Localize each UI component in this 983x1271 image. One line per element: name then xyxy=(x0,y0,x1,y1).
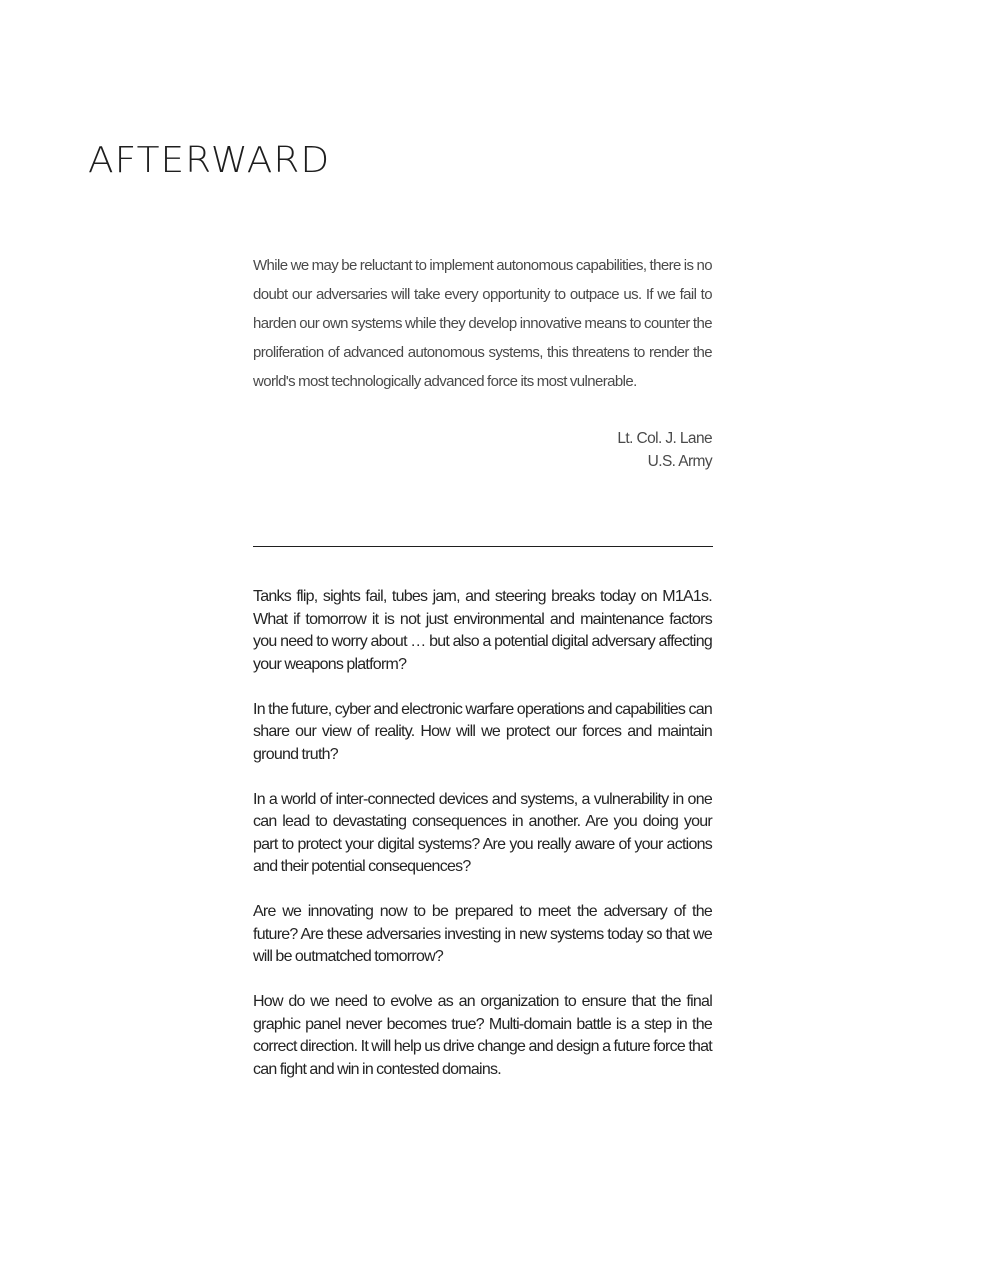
section-divider xyxy=(253,546,713,547)
paragraph: Tanks flip, sights fail, tubes jam, and steering breaks today on M1A1s. What if tomorrow it is not just environmental and maintenance factors you need to worry about … but also a potential digital adversary affecting your weapons platform? xyxy=(253,588,712,673)
quote-attribution xyxy=(253,427,712,473)
paragraph: In a world of inter-connected devices and systems, a vulnerability in one can lead to devastating consequences in another. Are you doing your part to protect your digital systems? Are you really aware of your actions and their potential consequences? xyxy=(253,790,712,875)
quote-affiliation: U.S. Army xyxy=(647,453,712,470)
paragraph: How do we need to evolve as an organization to ensure that the final graphic panel never becomes true? Multi-domain battle is a step in the correct direction. It will help us drive change and design a future force that can fight and win in contested domains. xyxy=(253,993,712,1078)
body-text xyxy=(253,586,712,1104)
paragraph: In the future, cyber and electronic warfare operations and capabilities can share our view of reality. How will we protect our forces and maintain ground truth? xyxy=(253,700,712,763)
quote-text: While we may be reluctant to implement autonomous capabilities, there is no doubt our adversaries will take every opportunity to outpace us. If we fail to harden our own systems while they develop innovative means to counter the proliferation of advanced autonomous systems, this threatens to render the world's most technologically advanced force its most vulnerable. xyxy=(253,257,712,390)
quote-author: Lt. Col. J. Lane xyxy=(617,430,712,447)
page-title: AFTERWARD xyxy=(88,140,331,181)
paragraph: Are we innovating now to be prepared to meet the adversary of the future? Are these adversaries investing in new systems today so that we will be outmatched tomorrow? xyxy=(253,903,712,965)
